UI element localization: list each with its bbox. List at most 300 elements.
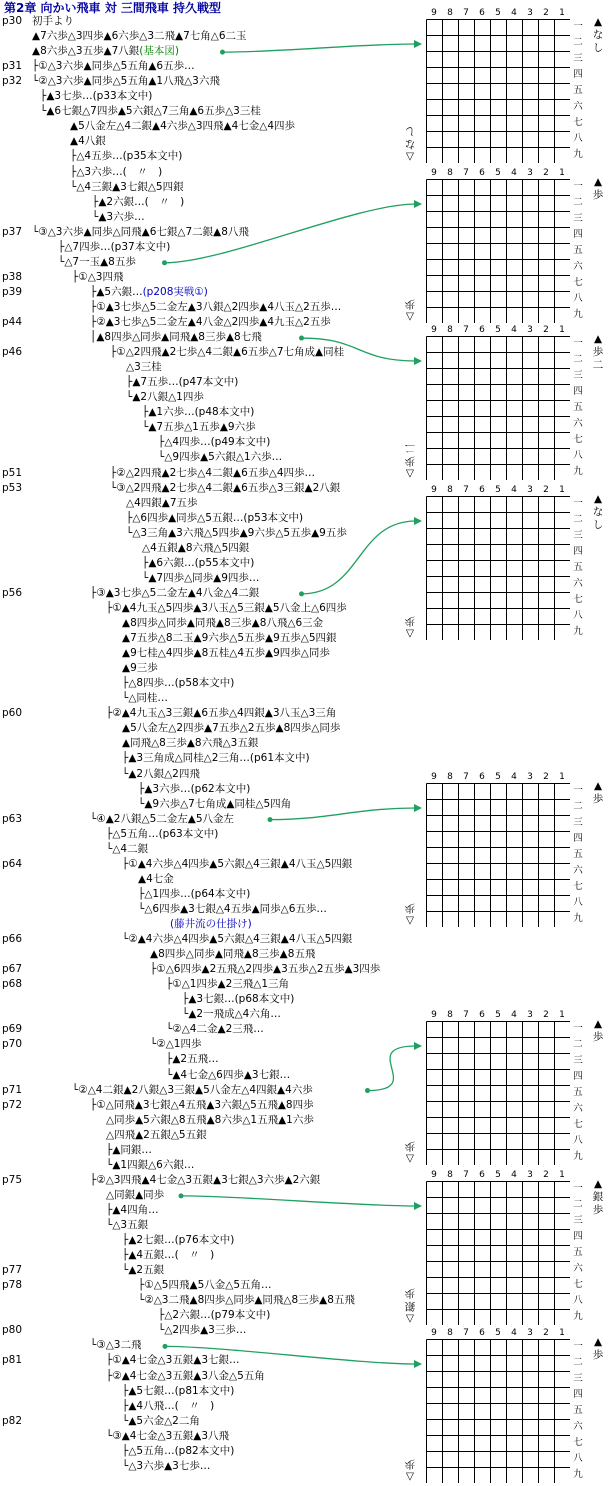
arrow-dot [162,260,167,265]
file-number: 9 [431,485,437,495]
board-grid [426,783,570,927]
file-number: 5 [495,772,501,782]
hand-piece: 歩 [404,1287,416,1299]
move-line [122,736,258,750]
gote-hand [592,493,604,532]
rank-number: 二 [573,514,583,525]
file-number: 6 [479,168,485,178]
hand-piece: 歩 [592,1204,604,1216]
gote-hand [592,1018,604,1044]
file-number: 9 [431,1328,437,1338]
file-number: 8 [447,1170,453,1180]
move-text: ▲4八銀 [70,135,106,148]
move-line [142,571,259,585]
file-number: 9 [431,772,437,782]
move-line [122,631,337,645]
rank-number: 六 [573,1421,583,1432]
move-line [142,420,256,434]
move-line [126,511,303,525]
move-line [158,1323,246,1337]
file-number: 2 [543,485,549,495]
move-text: └△4三銀▲3七銀△5四銀 [70,180,184,193]
move-text: └▲9六歩△7七角成▲同桂△5四角 [138,797,292,810]
move-line [90,330,262,344]
rank-number: 二 [573,1199,583,1210]
rank-number: 六 [573,418,583,429]
move-line [182,1007,281,1021]
move-line [106,1188,164,1202]
move-line [122,1414,200,1428]
move-line [106,706,336,720]
move-text: ├①▲3七歩△5二金左▲3八銀△2四歩▲4八玉△2五歩… [90,300,342,313]
move-text: ├①△2四飛▲2七歩△4二銀▲6五歩△7七角成▲同桂 [110,346,345,359]
move-text: └②△4二銀▲2八銀△3三銀▲5八金左△4四銀▲4六歩 [72,1083,313,1096]
file-number: 6 [479,485,485,495]
hand-piece: 歩 [592,1031,604,1043]
move-text: └③▲4七金△3五銀▲3八飛 [106,1429,230,1442]
file-number: 3 [527,485,533,495]
rank-number: 二 [573,1039,583,1050]
move-line [58,255,136,269]
move-text: └▲2八銀△2四飛 [122,767,200,780]
move-text: ├▲2五飛… [166,1053,219,1066]
file-number: 7 [463,772,469,782]
move-line [122,751,310,765]
page-marker: p78 [2,1279,23,1292]
move-text: └▲2八銀△1四歩 [126,391,204,404]
move-line [70,134,106,148]
rank-number: 一 [573,1183,583,1194]
move-text: ├②▲3七歩△5二金左▲4八金△2四歩▲4九玉△2五歩 [90,316,331,328]
sente-hand [404,1457,416,1483]
gote-mark: ▲ [593,16,603,28]
rank-number: 五 [573,1405,583,1416]
hand-piece: 二 [404,442,416,454]
board-grid [426,179,570,323]
page-marker: p80 [2,1324,23,1337]
move-line [32,225,249,239]
move-line [106,1158,194,1172]
rank-number: 八 [573,293,583,304]
board-grid [426,496,570,640]
file-number: 3 [527,168,533,178]
move-text: └▲6七銀△7四歩▲5六銀△7三角▲6五歩△3三桂 [40,105,261,118]
file-number: 4 [511,772,517,782]
move-line [138,797,291,811]
hand-piece: 歩 [404,455,416,467]
move-text: ├①▲4七金△3五銀▲3七銀… [106,1354,240,1367]
file-number: 7 [463,325,469,335]
file-number: 1 [559,1328,565,1338]
move-text: └△2四歩▲3三歩… [158,1324,247,1337]
gote-mark: ▲ [593,780,603,792]
arrow-head [414,200,422,208]
move-line [122,1233,234,1247]
arrow-head [414,804,422,812]
file-number: 2 [543,168,549,178]
shogi-board [404,1328,606,1486]
move-text: ├△1四歩…(p64本文中) [138,887,251,900]
page-marker: p77 [2,1264,23,1277]
board-grid [426,1339,570,1483]
move-text: ├①△3四飛 [72,270,124,283]
move-text: ├▲2六銀…( 〃 ) [92,195,185,208]
file-number: 4 [511,1328,517,1338]
move-text: ├△2六銀…(p79本文中) [158,1309,271,1322]
sente-mark: △ [405,628,415,640]
move-line [70,165,162,179]
move-text: └△3三角▲3六飛△5四歩▲9六歩△5五歩▲9五歩 [126,526,347,539]
rank-number: 一 [573,181,583,192]
move-line [182,992,294,1006]
rank-number: 三 [573,1373,583,1384]
move-line [40,89,152,103]
file-number: 6 [479,1170,485,1180]
page-marker: p64 [2,857,23,870]
gote-mark: ▲ [593,493,603,505]
move-line [126,390,204,404]
move-text: ├①▲4六歩△4四歩▲5六銀△4三銀▲4八玉△5四銀 [122,857,353,870]
file-number: 6 [479,1328,485,1338]
rank-number: 六 [573,1263,583,1274]
hand-piece: 歩 [404,1458,416,1470]
move-line [106,1113,314,1127]
rank-number: 一 [573,785,583,796]
rank-number: 一 [573,1023,583,1034]
move-line [142,405,254,419]
move-line [32,59,195,73]
rank-number: 七 [573,117,583,128]
rank-number: 七 [573,1119,583,1130]
file-number: 7 [463,8,469,18]
page-marker: p69 [2,1023,23,1036]
rank-number: 六 [573,865,583,876]
move-line [110,466,315,480]
move-line [158,450,282,464]
rank-number: 七 [573,1437,583,1448]
board-grid [426,1021,570,1165]
move-text: ├▲3七歩…(p33本文中) [40,90,153,103]
hand-piece: 歩 [404,615,416,627]
gote-hand [592,333,604,372]
move-line [126,360,162,374]
move-text: ▲5八金左△2四歩▲7五歩△2五歩▲8四歩△同歩 [122,722,341,735]
gote-hand [592,16,604,55]
rank-number: 九 [573,913,583,924]
move-line [90,300,341,314]
board-arrow [181,1196,416,1206]
move-text: ├▲4八飛…( 〃 ) [122,1399,215,1412]
file-number: 8 [447,1328,453,1338]
file-number: 2 [543,325,549,335]
move-line [122,1263,164,1277]
move-text: △4四銀▲7五歩 [126,496,198,509]
rank-number: 八 [573,897,583,908]
move-line [138,902,327,916]
move-text: △3三桂 [126,361,162,374]
move-text: ├②▲4九玉△3三銀▲6五歩△4四銀▲3八玉△3三角 [106,707,337,720]
hand-piece: な [592,29,604,41]
move-text: └▲7五歩△1五歩▲9六歩 [142,421,256,434]
page-marker: p30 [2,15,23,27]
move-line [90,285,208,299]
move-text: ├▲3七銀…(p68本文中) [182,993,295,1006]
move-text: └③△2四飛▲2七歩△4二銀▲6五歩△3三銀▲2八銀 [110,481,341,494]
move-text: └▲2五銀 [122,1264,165,1277]
move-text: └△同桂… [122,692,168,705]
move-line [106,601,347,615]
hand-piece: し [592,519,604,531]
rank-number: 四 [573,833,583,844]
page-marker: p70 [2,1038,23,1051]
move-text: ├②△2四飛▲2七歩△4二銀▲6五歩△4四歩… [110,466,316,479]
move-line [122,1444,234,1458]
gote-hand [592,1336,604,1362]
rank-number: 五 [573,245,583,256]
page-marker: p82 [2,1414,23,1427]
shogi-board [404,772,606,930]
shogi-board [404,1010,606,1168]
hand-piece: 銀 [404,1300,416,1312]
move-line [158,1308,270,1322]
sente-hand [404,614,416,640]
rank-number: 二 [573,37,583,48]
move-text: ▲7五歩△8二玉▲9六歩△5五歩▲9五歩△5四銀 [122,632,337,645]
move-text: ├▲7五歩…(p47本文中) [126,376,239,389]
move-text: ├①△6四歩▲2五飛△2四歩▲3五歩△2五歩▲3四歩 [150,963,381,976]
move-line [150,1037,202,1051]
gote-mark: ▲ [593,1018,603,1030]
move-text: └④▲2八銀△5二金左▲5八金左 [90,812,235,825]
sente-hand [404,124,416,163]
file-number: 7 [463,1170,469,1180]
rank-number: 七 [573,594,583,605]
shogi-board [404,168,606,326]
rank-number: 七 [573,434,583,445]
move-text: ├△3六歩…( 〃 ) [70,165,163,178]
rank-number: 四 [573,386,583,397]
board-arrow [270,808,416,820]
file-number: 8 [447,772,453,782]
move-line [166,1022,264,1036]
file-number: 6 [479,325,485,335]
file-number: 6 [479,1010,485,1020]
move-text: △四飛▲2五銀△5五銀 [106,1128,207,1141]
arrow-head [414,357,422,365]
move-text: └▲2一飛成△4六角… [182,1008,281,1021]
sente-hand [404,1286,416,1325]
move-line [106,1369,265,1383]
move-text: ▲9七桂△4四歩▲8五桂△4五歩▲9四歩△同歩 [122,647,330,660]
arrow-dot [179,1193,184,1198]
move-line [106,842,148,856]
arrow-dot [163,1344,168,1349]
page-marker: p39 [2,285,23,298]
move-text: △同銀▲同歩 [106,1188,165,1201]
reference-note: (藤井流の仕掛け) [170,918,252,930]
rank-number: 四 [573,546,583,557]
sente-hand [404,441,416,480]
move-line [142,541,249,555]
file-number: 1 [559,772,565,782]
rank-number: 五 [573,85,583,96]
move-text: ├△7四歩…(p37本文中) [58,240,171,253]
move-text: ├②▲4七金△3五銀▲3八金△5五角 [106,1369,265,1382]
move-line [122,1248,214,1262]
move-line [106,1128,207,1142]
file-number: 6 [479,772,485,782]
move-text: └②△4二金▲2三飛… [166,1023,264,1036]
file-number: 3 [527,1170,533,1180]
page-marker: p44 [2,316,23,328]
reference-note: (基本図) [139,45,179,58]
rank-number: 四 [573,1071,583,1082]
move-line [122,721,340,735]
rank-number: 八 [573,1295,583,1306]
rank-number: 八 [573,133,583,144]
rank-number: 一 [573,21,583,32]
rank-number: 四 [573,1389,583,1400]
move-line [122,857,352,871]
hand-piece: 歩 [592,793,604,805]
move-line [32,44,179,58]
move-text: ▲8四歩△同歩▲同飛▲8三歩▲8八飛△6三金 [122,617,324,629]
file-number: 4 [511,325,517,335]
arrow-dot [220,50,225,55]
sente-mark: △ [405,1313,415,1325]
move-line [166,977,289,991]
gote-mark: ▲ [593,1336,603,1348]
hand-piece: 歩 [592,346,604,358]
move-text: ▲8四歩△同歩▲同飛▲8三歩▲8五飛 [150,948,316,961]
move-line [106,827,218,841]
file-number: 2 [543,1170,549,1180]
move-text: └②△3二飛▲8四歩△同歩▲同飛△8三歩▲8五飛 [138,1294,355,1307]
move-line [166,1052,219,1066]
move-line [150,962,380,976]
rank-number: 九 [573,626,583,637]
file-number: 3 [527,1010,533,1020]
rank-number: 二 [573,197,583,208]
page-marker: p75 [2,1173,23,1186]
move-text: └△7一玉▲8五歩 [58,255,136,268]
file-number: 2 [543,1010,549,1020]
move-line [150,947,315,961]
move-line [122,646,330,660]
rank-number: 五 [573,562,583,573]
file-number: 1 [559,1170,565,1180]
move-line [72,270,124,284]
sente-hand [404,297,416,323]
move-line [110,345,344,359]
rank-number: 五 [573,849,583,860]
file-number: 5 [495,8,501,18]
move-text: └△4二銀 [106,842,149,855]
move-text: ├△4四歩…(p49本文中) [158,436,271,449]
file-number: 4 [511,168,517,178]
move-text: ├△8四歩…(p58本文中) [122,677,235,690]
move-text: ├①▲4九玉△5四歩▲3八玉△5三銀▲5八金上△6四歩 [106,601,347,614]
move-line [122,932,352,946]
move-line [70,180,184,194]
file-number: 5 [495,325,501,335]
move-line [126,526,347,540]
move-text: ├▲同銀… [106,1143,152,1156]
file-number: 5 [495,1170,501,1180]
rank-number: 八 [573,1135,583,1146]
shogi-board [404,8,606,166]
rank-number: 四 [573,1231,583,1242]
move-line [166,1068,290,1082]
move-line [106,1218,148,1232]
page-marker: p67 [2,963,23,976]
move-text: ├▲4四角… [106,1203,159,1216]
rank-number: 二 [573,1357,583,1368]
rank-number: 五 [573,1087,583,1098]
reference-note: (p208実戦①) [142,285,208,298]
file-number: 9 [431,8,437,18]
board-grid [426,336,570,480]
rank-number: 六 [573,578,583,589]
sente-hand [404,901,416,927]
rank-number: 一 [573,498,583,509]
move-line [110,481,340,495]
arrow-head [414,1360,422,1368]
file-number: 3 [527,8,533,18]
move-line [32,74,220,88]
rank-number: 七 [573,1279,583,1290]
move-line [170,917,252,931]
move-text: └▲7四歩△同歩▲9四歩… [142,571,260,584]
move-line [106,1143,152,1157]
move-line [122,767,200,781]
file-number: 9 [431,1010,437,1020]
file-number: 5 [495,168,501,178]
move-line [138,887,250,901]
move-text: ├▲3三角成△同桂△2三角…(p61本文中) [122,752,310,765]
arrow-head [414,1042,422,1050]
rank-number: 三 [573,1215,583,1226]
file-number: 8 [447,8,453,18]
rank-number: 七 [573,881,583,892]
move-line [142,556,254,570]
move-text: ▲同飛△8三歩▲8六飛△3五銀 [122,737,259,750]
rank-number: 九 [573,1311,583,1322]
board-grid [426,1181,570,1325]
file-number: 3 [527,325,533,335]
sente-mark: △ [405,1471,415,1483]
move-text: └▲1四銀△6六銀… [106,1158,195,1171]
file-number: 5 [495,485,501,495]
rank-number: 三 [573,213,583,224]
move-line [90,812,234,826]
file-number: 7 [463,1328,469,1338]
rank-number: 六 [573,261,583,272]
hand-piece: 二 [592,359,604,371]
move-text: ▲5八金左△4二銀▲4六歩△3四飛▲4七金△4四歩 [70,120,296,133]
file-number: 1 [559,8,565,18]
hand-piece: 歩 [404,1140,416,1152]
rank-number: 三 [573,370,583,381]
page-marker: p60 [2,707,23,720]
move-line [122,1459,210,1473]
file-number: 2 [543,1328,549,1338]
move-text: ├①△5四飛▲5八金△5五角… [138,1279,272,1292]
move-text: └▲3六歩… [92,210,145,223]
move-line [90,315,331,329]
move-text: └△3五銀 [106,1219,149,1231]
file-number: 1 [559,325,565,335]
